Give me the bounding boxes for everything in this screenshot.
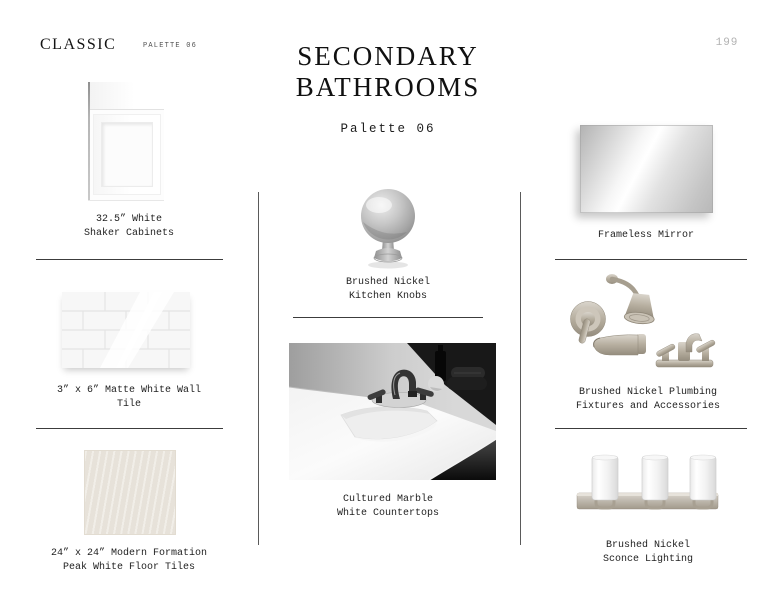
countertop-label-line2: White Countertops bbox=[336, 508, 440, 519]
mirror-label bbox=[536, 229, 756, 243]
mirror-label-line1: Frameless Mirror bbox=[597, 230, 694, 241]
column-divider-left bbox=[258, 192, 259, 545]
floor-tile-label-line1: 24” x 24” Modern Formation bbox=[50, 548, 208, 559]
plumbing-fixtures-image bbox=[568, 272, 718, 378]
middle-divider bbox=[293, 317, 483, 318]
wall-tile-label-line1: 3” x 6” Matte White Wall bbox=[56, 385, 202, 396]
sconce-light-graphic bbox=[575, 453, 720, 515]
sconce-light-image bbox=[575, 453, 720, 515]
knobs-label-line1: Brushed Nickel bbox=[345, 277, 430, 288]
cabinet-door-panel bbox=[101, 122, 153, 187]
right-divider-1 bbox=[555, 259, 747, 260]
plumbing-label-line1: Brushed Nickel Plumbing bbox=[578, 387, 718, 398]
countertop-graphic bbox=[289, 343, 496, 480]
white-shaker-cabinet-image bbox=[88, 82, 164, 201]
column-divider-right bbox=[520, 192, 521, 545]
page-title-line2: BATHROOMS bbox=[295, 72, 481, 102]
cabinets-label bbox=[19, 213, 239, 241]
page-title-line1: SECONDARY bbox=[297, 41, 479, 71]
floor-tile-label-line2: Peak White Floor Tiles bbox=[62, 562, 196, 573]
page-title bbox=[248, 41, 528, 103]
countertop-label-line1: Cultured Marble bbox=[342, 494, 433, 505]
sconce-label-line2: Sconce Lighting bbox=[602, 554, 693, 565]
knobs-label-line2: Kitchen Knobs bbox=[348, 291, 427, 302]
wall-tile-label bbox=[19, 384, 239, 412]
plumbing-label-line2: Fixtures and Accessories bbox=[575, 401, 721, 412]
plumbing-fixtures-graphic bbox=[568, 272, 718, 378]
subway-tile-graphic bbox=[62, 292, 190, 368]
floor-tile-label bbox=[19, 547, 239, 575]
cabinet-door bbox=[93, 114, 161, 195]
brand-wordmark: CLASSIC bbox=[40, 36, 117, 53]
floor-tile-image bbox=[84, 450, 176, 535]
palette-tag: PALETTE 06 bbox=[143, 42, 198, 50]
sconce-label-line1: Brushed Nickel bbox=[605, 540, 690, 551]
countertop-label bbox=[278, 493, 498, 521]
cabinet-drawer-front bbox=[90, 82, 164, 110]
left-divider-1 bbox=[36, 259, 223, 260]
countertop-image bbox=[289, 343, 496, 480]
knobs-label bbox=[278, 276, 498, 304]
wall-tile-label-line2: Tile bbox=[116, 399, 141, 410]
kitchen-knob-graphic bbox=[343, 186, 433, 270]
right-divider-2 bbox=[555, 428, 747, 429]
left-divider-2 bbox=[36, 428, 223, 429]
page-number: 199 bbox=[715, 37, 739, 49]
cabinets-label-line2: Shaker Cabinets bbox=[83, 228, 174, 239]
cabinets-label-line1: 32.5” White bbox=[95, 214, 162, 225]
plumbing-label bbox=[538, 386, 758, 414]
subway-wall-tile-image bbox=[62, 292, 190, 368]
sconce-label bbox=[538, 539, 758, 567]
frameless-mirror-image bbox=[580, 125, 713, 213]
page-subtitle: Palette 06 bbox=[340, 122, 436, 136]
kitchen-knob-image bbox=[343, 186, 433, 270]
